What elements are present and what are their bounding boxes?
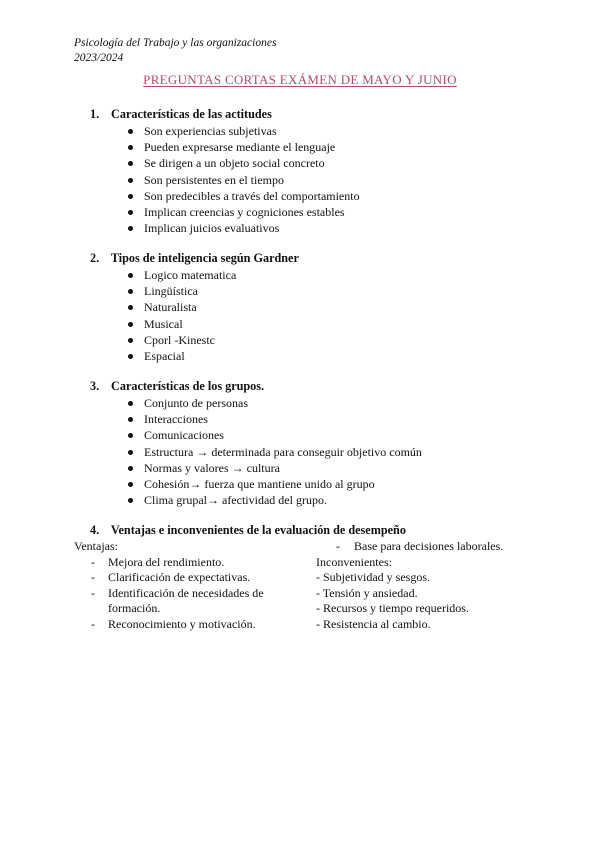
dash-marker: - [91,554,95,569]
list-item: Musical [126,316,550,332]
advantages-label: Ventajas: [74,539,118,553]
section-gardner [90,250,550,364]
list-item: Logico matematica [126,267,550,283]
section-number: 3. [90,379,100,393]
section-title: Ventajas e inconvenientes de la evaluación de desempeño [110,523,406,537]
page-title: PREGUNTAS CORTAS EXÁMEN DE MAYO Y JUNIO [143,72,457,87]
dash-marker: - [91,570,95,584]
list-item: Estructura → determinada para conseguir objetivo común [126,444,550,460]
section-number: 1. [90,107,100,121]
list-item [74,555,304,571]
list-item: Clima grupal→ afectividad del grupo. [126,492,550,508]
section-number: 2. [90,251,100,265]
list-item: Cohesión→ fuerza que mantiene unido al grupo [126,476,550,492]
list-item [74,617,304,633]
section-number: 4. [90,523,100,537]
section-groups [90,378,550,508]
list-item: Interacciones [126,411,550,427]
list-item-continuation [74,601,304,617]
list-item [74,570,304,586]
list-item: Se dirigen a un objeto social concreto [126,155,550,171]
section-attitudes [90,106,550,236]
section-heading [90,378,550,395]
dash-marker: - [91,585,95,600]
bullet-list [90,123,550,236]
list-item [316,539,546,555]
list-item: - Tensión y ansiedad. [316,585,418,600]
list-item: Conjunto de personas [126,395,550,411]
document-header [74,36,276,66]
section-title: Tipos de inteligencia según Gardner [110,251,299,265]
list-item: - Resistencia al cambio. [316,616,431,631]
list-item: Son experiencias subjetivas [126,123,550,139]
list-item [74,586,304,602]
section-title: Características de las actitudes [111,107,272,121]
disadvantages-column [316,539,546,632]
list-item: - Recursos y tiempo requeridos. [316,601,469,615]
bullet-list [90,395,550,508]
section-heading [90,522,550,539]
advantage-text: Reconocimiento y motivación. [108,616,256,631]
course-name: Psicología del Trabajo y las organizaciones [74,37,277,49]
section-evaluation [90,522,550,539]
list-item: Normas y valores → cultura [126,460,550,476]
list-item: - Subjetividad y sesgos. [316,570,430,584]
list-item: Implican creencias y cogniciones estables [126,204,550,220]
list-item: Lingüística [126,283,550,299]
bullet-list [90,267,550,364]
dash-marker: - [336,539,340,553]
advantage-text: formación. [108,601,161,615]
list-item: Son predecibles a través del comportamiento [126,188,550,204]
disadvantages-label: Inconvenientes: [316,554,392,569]
academic-year: 2023/2024 [74,52,124,64]
list-item: Naturalista [126,299,550,315]
list-item: Implican juicios evaluativos [126,220,550,236]
section-heading [90,106,550,123]
advantages-column [74,539,304,632]
list-item: Comunicaciones [126,427,550,443]
section-heading [90,250,550,267]
dash-marker: - [91,616,95,631]
list-item: Cporl -Kinestc [126,332,550,348]
section-title: Características de los grupos. [111,379,265,393]
list-item: Espacial [126,348,550,364]
advantage-text: Mejora del rendimiento. [108,554,225,569]
list-item: Pueden expresarse mediante el lenguaje [126,139,550,155]
right-first-item: Base para decisiones laborales. [354,539,504,553]
advantage-text: Clarificación de expectativas. [108,570,251,584]
advantage-text: Identificación de necesidades de [108,585,264,600]
list-item: Son persistentes en el tiempo [126,172,550,188]
